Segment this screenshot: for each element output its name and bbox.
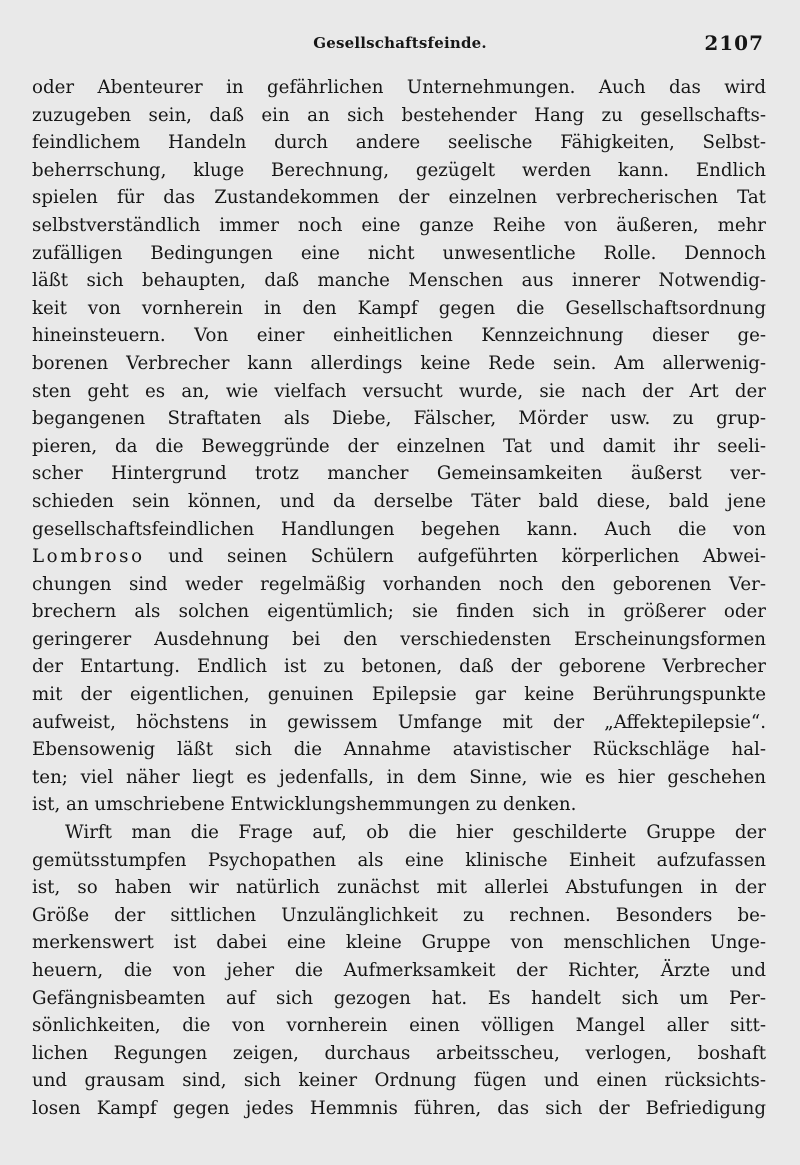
text-line-lombroso xyxy=(32,543,766,571)
text-line: beherrschung, kluge Berechnung, gezügelt werden kann. Endlich xyxy=(32,159,766,181)
text-line: chungen sind weder regelmäßig vorhanden noch den geborenen Ver- xyxy=(32,573,766,595)
page-number: 2107 xyxy=(704,31,764,55)
text-line: spielen für das Zustandekommen der einzelnen verbrecherischen Tat xyxy=(32,187,766,209)
text-line: ist, so haben wir natürlich zunächst mit allerlei Abstufungen in der xyxy=(32,877,766,899)
text-line: aufweist, höchstens in gewissem Umfange mit der „Affektepilepsie“. xyxy=(32,711,766,733)
text-line: ten; viel näher liegt es jedenfalls, in dem Sinne, wie es hier geschehen xyxy=(32,766,766,788)
text-line: brechern als solchen eigentümlich; sie finden sich in größerer oder xyxy=(32,601,766,623)
page-header xyxy=(0,31,800,58)
text-line: losen Kampf gegen jedes Hemmnis führen, das sich der Befriedigung xyxy=(32,1097,766,1119)
text-line: und grausam sind, sich keiner Ordnung fügen und einen rücksichts- xyxy=(32,1070,766,1092)
text-line: läßt sich behaupten, daß manche Menschen aus innerer Notwendig- xyxy=(32,270,766,292)
paragraph-start-line: Wirft man die Frage auf, ob die hier geschilderte Gruppe der xyxy=(65,822,766,844)
text-line-remainder: und seinen Schülern aufgeführten körperlichen Abwei- xyxy=(144,546,766,568)
text-line: zufälligen Bedingungen eine nicht unwesentliche Rolle. Dennoch xyxy=(32,242,766,264)
text-line: gemütsstumpfen Psychopathen als eine klinische Einheit aufzufassen xyxy=(32,849,766,871)
text-line: sönlichkeiten, die von vornherein einen völligen Mangel aller sitt- xyxy=(32,1015,766,1037)
text-line: zuzugeben sein, daß ein an sich bestehender Hang zu gesellschafts- xyxy=(32,104,766,126)
running-title: Gesellschaftsfeinde. xyxy=(313,34,487,52)
text-line: lichen Regungen zeigen, durchaus arbeitsscheu, verlogen, boshaft xyxy=(32,1042,766,1064)
text-line: gesellschaftsfeindlichen Handlungen begehen kann. Auch die von xyxy=(32,518,766,540)
text-line: sten geht es an, wie vielfach versucht wurde, sie nach der Art der xyxy=(32,380,766,402)
text-line: selbstverständlich immer noch eine ganze Reihe von äußeren, mehr xyxy=(32,214,766,236)
text-line: hineinsteuern. Von einer einheitlichen Kennzeichnung dieser ge- xyxy=(32,325,766,347)
text-line: pieren, da die Beweggründe der einzelnen Tat und damit ihr seeli- xyxy=(32,435,766,457)
body-text xyxy=(32,74,766,1123)
text-line: borenen Verbrecher kann allerdings keine Rede sein. Am allerwenig- xyxy=(32,352,766,374)
text-line: Ebensowenig läßt sich die Annahme atavistischer Rückschläge hal- xyxy=(32,739,766,761)
text-line: feindlichem Handeln durch andere seelische Fähigkeiten, Selbst- xyxy=(32,132,766,154)
text-line: keit von vornherein in den Kampf gegen die Gesellschaftsordnung xyxy=(32,297,766,319)
text-line: ist, an umschriebene Entwicklungshemmungen zu denken. xyxy=(32,794,577,816)
text-line: heuern, die von jeher die Aufmerksamkeit der Richter, Ärzte und xyxy=(32,960,766,981)
text-line: geringerer Ausdehnung bei den verschiedensten Erscheinungsformen xyxy=(32,628,766,650)
text-line: scher Hintergrund trotz mancher Gemeinsamkeiten äußerst ver- xyxy=(32,463,766,485)
text-line: mit der eigentlichen, genuinen Epilepsie gar keine Berührungspunkte xyxy=(32,684,766,706)
text-line: schieden sein können, und da derselbe Täter bald diese, bald jene xyxy=(32,490,766,512)
text-line: begangenen Straftaten als Diebe, Fälscher, Mörder usw. zu grup- xyxy=(32,408,766,430)
author-name-lombroso: Lombroso xyxy=(32,546,145,568)
text-line: der Entartung. Endlich ist zu betonen, daß der geborene Verbrecher xyxy=(32,656,766,678)
text-line: Gefängnisbeamten auf sich gezogen hat. Es handelt sich um Per- xyxy=(32,987,766,1009)
text-line: oder Abenteurer in gefährlichen Unternehmungen. Auch das wird xyxy=(32,77,766,98)
text-line: merkenswert ist dabei eine kleine Gruppe von menschlichen Unge- xyxy=(32,932,766,954)
text-line: Größe der sittlichen Unzulänglichkeit zu rechnen. Besonders be- xyxy=(32,904,766,926)
